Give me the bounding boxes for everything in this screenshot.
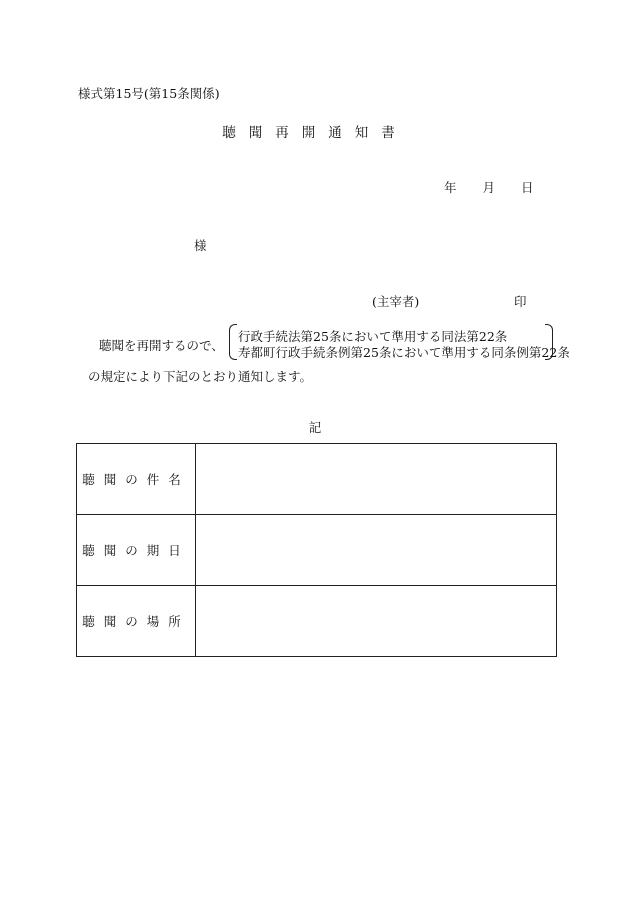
row-label-date: 聴聞の期日 (77, 515, 196, 586)
ki-heading: 記 (308, 420, 322, 435)
reference-option-law: 行政手続法第25条において準用する同法第22条 (238, 329, 508, 344)
date-year-label: 年 (444, 180, 457, 195)
row-label-place: 聴聞の場所 (77, 586, 196, 657)
form-number: 様式第15号(第15条関係) (78, 86, 220, 101)
host-label: (主宰者) (372, 294, 420, 309)
seal-label: 印 (514, 294, 527, 309)
row-value-subject[interactable] (196, 444, 557, 515)
addressee-suffix: 様 (194, 238, 207, 253)
table-row (77, 515, 557, 586)
date-month-label: 月 (482, 180, 496, 195)
table-row (77, 586, 557, 657)
date-day-label: 日 (521, 180, 534, 195)
left-brace (229, 324, 237, 360)
hearing-details-table (76, 443, 557, 657)
document-title: 聴聞再開通知書 (222, 125, 408, 141)
date-line (444, 178, 534, 196)
row-label-subject: 聴聞の件名 (77, 444, 196, 515)
reference-option-ordinance: 寿都町行政手続条例第25条において準用する同条例第22条 (238, 345, 570, 360)
row-value-place[interactable] (196, 586, 557, 657)
row-value-date[interactable] (196, 515, 557, 586)
body-tail-text: の規定により下記のとおり通知します。 (88, 369, 313, 384)
table-row (77, 444, 557, 515)
body-lead-text: 聴聞を再開するので、 (99, 338, 224, 353)
